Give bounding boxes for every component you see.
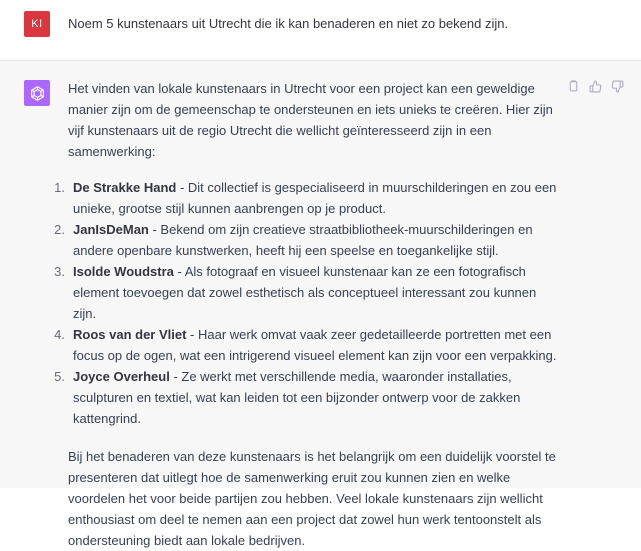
- thumbs-up-icon: [589, 80, 602, 93]
- list-item: [54, 219, 558, 261]
- artist-description: - Dit collectief is gespecialiseerd in muurschilderingen en zou een unieke, grootse stijl kunnen aanbrengen op je product.: [73, 180, 557, 216]
- user-avatar: KI: [24, 11, 50, 37]
- list-item: [54, 366, 558, 429]
- artist-list: [54, 177, 558, 429]
- list-item-number: 5.: [54, 369, 65, 384]
- list-item-number: 3.: [54, 264, 65, 279]
- list-item: [54, 261, 558, 324]
- user-message-text: Noem 5 kunstenaars uit Utrecht die ik kan benaderen en niet zo bekend zijn.: [68, 16, 509, 31]
- artist-name: Roos van der Vliet: [73, 327, 187, 342]
- list-item-number: 2.: [54, 222, 65, 237]
- list-item-number: 1.: [54, 180, 65, 195]
- message-actions: [565, 78, 625, 94]
- artist-name: Isolde Woudstra: [73, 264, 174, 279]
- clipboard-icon: [567, 79, 580, 93]
- artist-description: - Haar werk omvat vaak zeer gedetailleerde portretten met een focus op de ogen, wat een intrigerend visueel element kan zijn voor een verpakking.: [73, 327, 557, 363]
- outro-paragraph: Bij het benaderen van deze kunstenaars is het belangrijk om een duidelijk voorstel te presenteren dat uitlegt hoe de samenwerking eruit zou kunnen zien en welke voordelen het voor beide partijen zou hebben. Veel lokale kunstenaars zijn wellicht enthousiast om deel te nemen aan een project dat zowel hun werk tentoonstelt als ondersteuning biedt aan lokale bedrijven.: [68, 449, 556, 548]
- list-item-number: 4.: [54, 327, 65, 342]
- artist-description: - Ze werkt met verschillende media, waaronder installaties, sculpturen en textiel, wat kan leiden tot een bijzonder ontwerp voor de zakken kattengrind.: [73, 369, 521, 426]
- thumbs-down-icon: [611, 80, 624, 93]
- list-item: [54, 177, 558, 219]
- artist-description: - Als fotograaf en visueel kunstenaar kan ze een fotografisch element toevoegen dat zowel esthetisch als conceptueel interessant zou kunnen zijn.: [73, 264, 537, 321]
- intro-paragraph: Het vinden van lokale kunstenaars in Utrecht voor een project kan een geweldige manier zijn om de gemeenschap te ondersteunen en iets unieks te creëren. Hier zijn vijf kunstenaars uit de regio Utrecht die wellicht geïnteresseerd zijn in een samenwerking:: [68, 81, 553, 159]
- artist-description: - Bekend om zijn creatieve straatbibliotheek-muurschilderingen en andere openbare kunstwerken, heeft hij een speelse en toegankelijke stijl.: [73, 222, 533, 258]
- like-button[interactable]: [587, 78, 603, 94]
- artist-name: De Strakke Hand: [73, 180, 177, 195]
- assistant-message-text: [54, 78, 558, 551]
- assistant-message-row: [0, 61, 641, 548]
- copy-button[interactable]: [565, 78, 581, 94]
- artist-name: Joyce Overheul: [73, 369, 170, 384]
- dislike-button[interactable]: [609, 78, 625, 94]
- list-item: [54, 324, 558, 366]
- user-message-row: [0, 0, 641, 61]
- openai-logo-icon: [24, 80, 50, 106]
- artist-name: JanIsDeMan: [73, 222, 149, 237]
